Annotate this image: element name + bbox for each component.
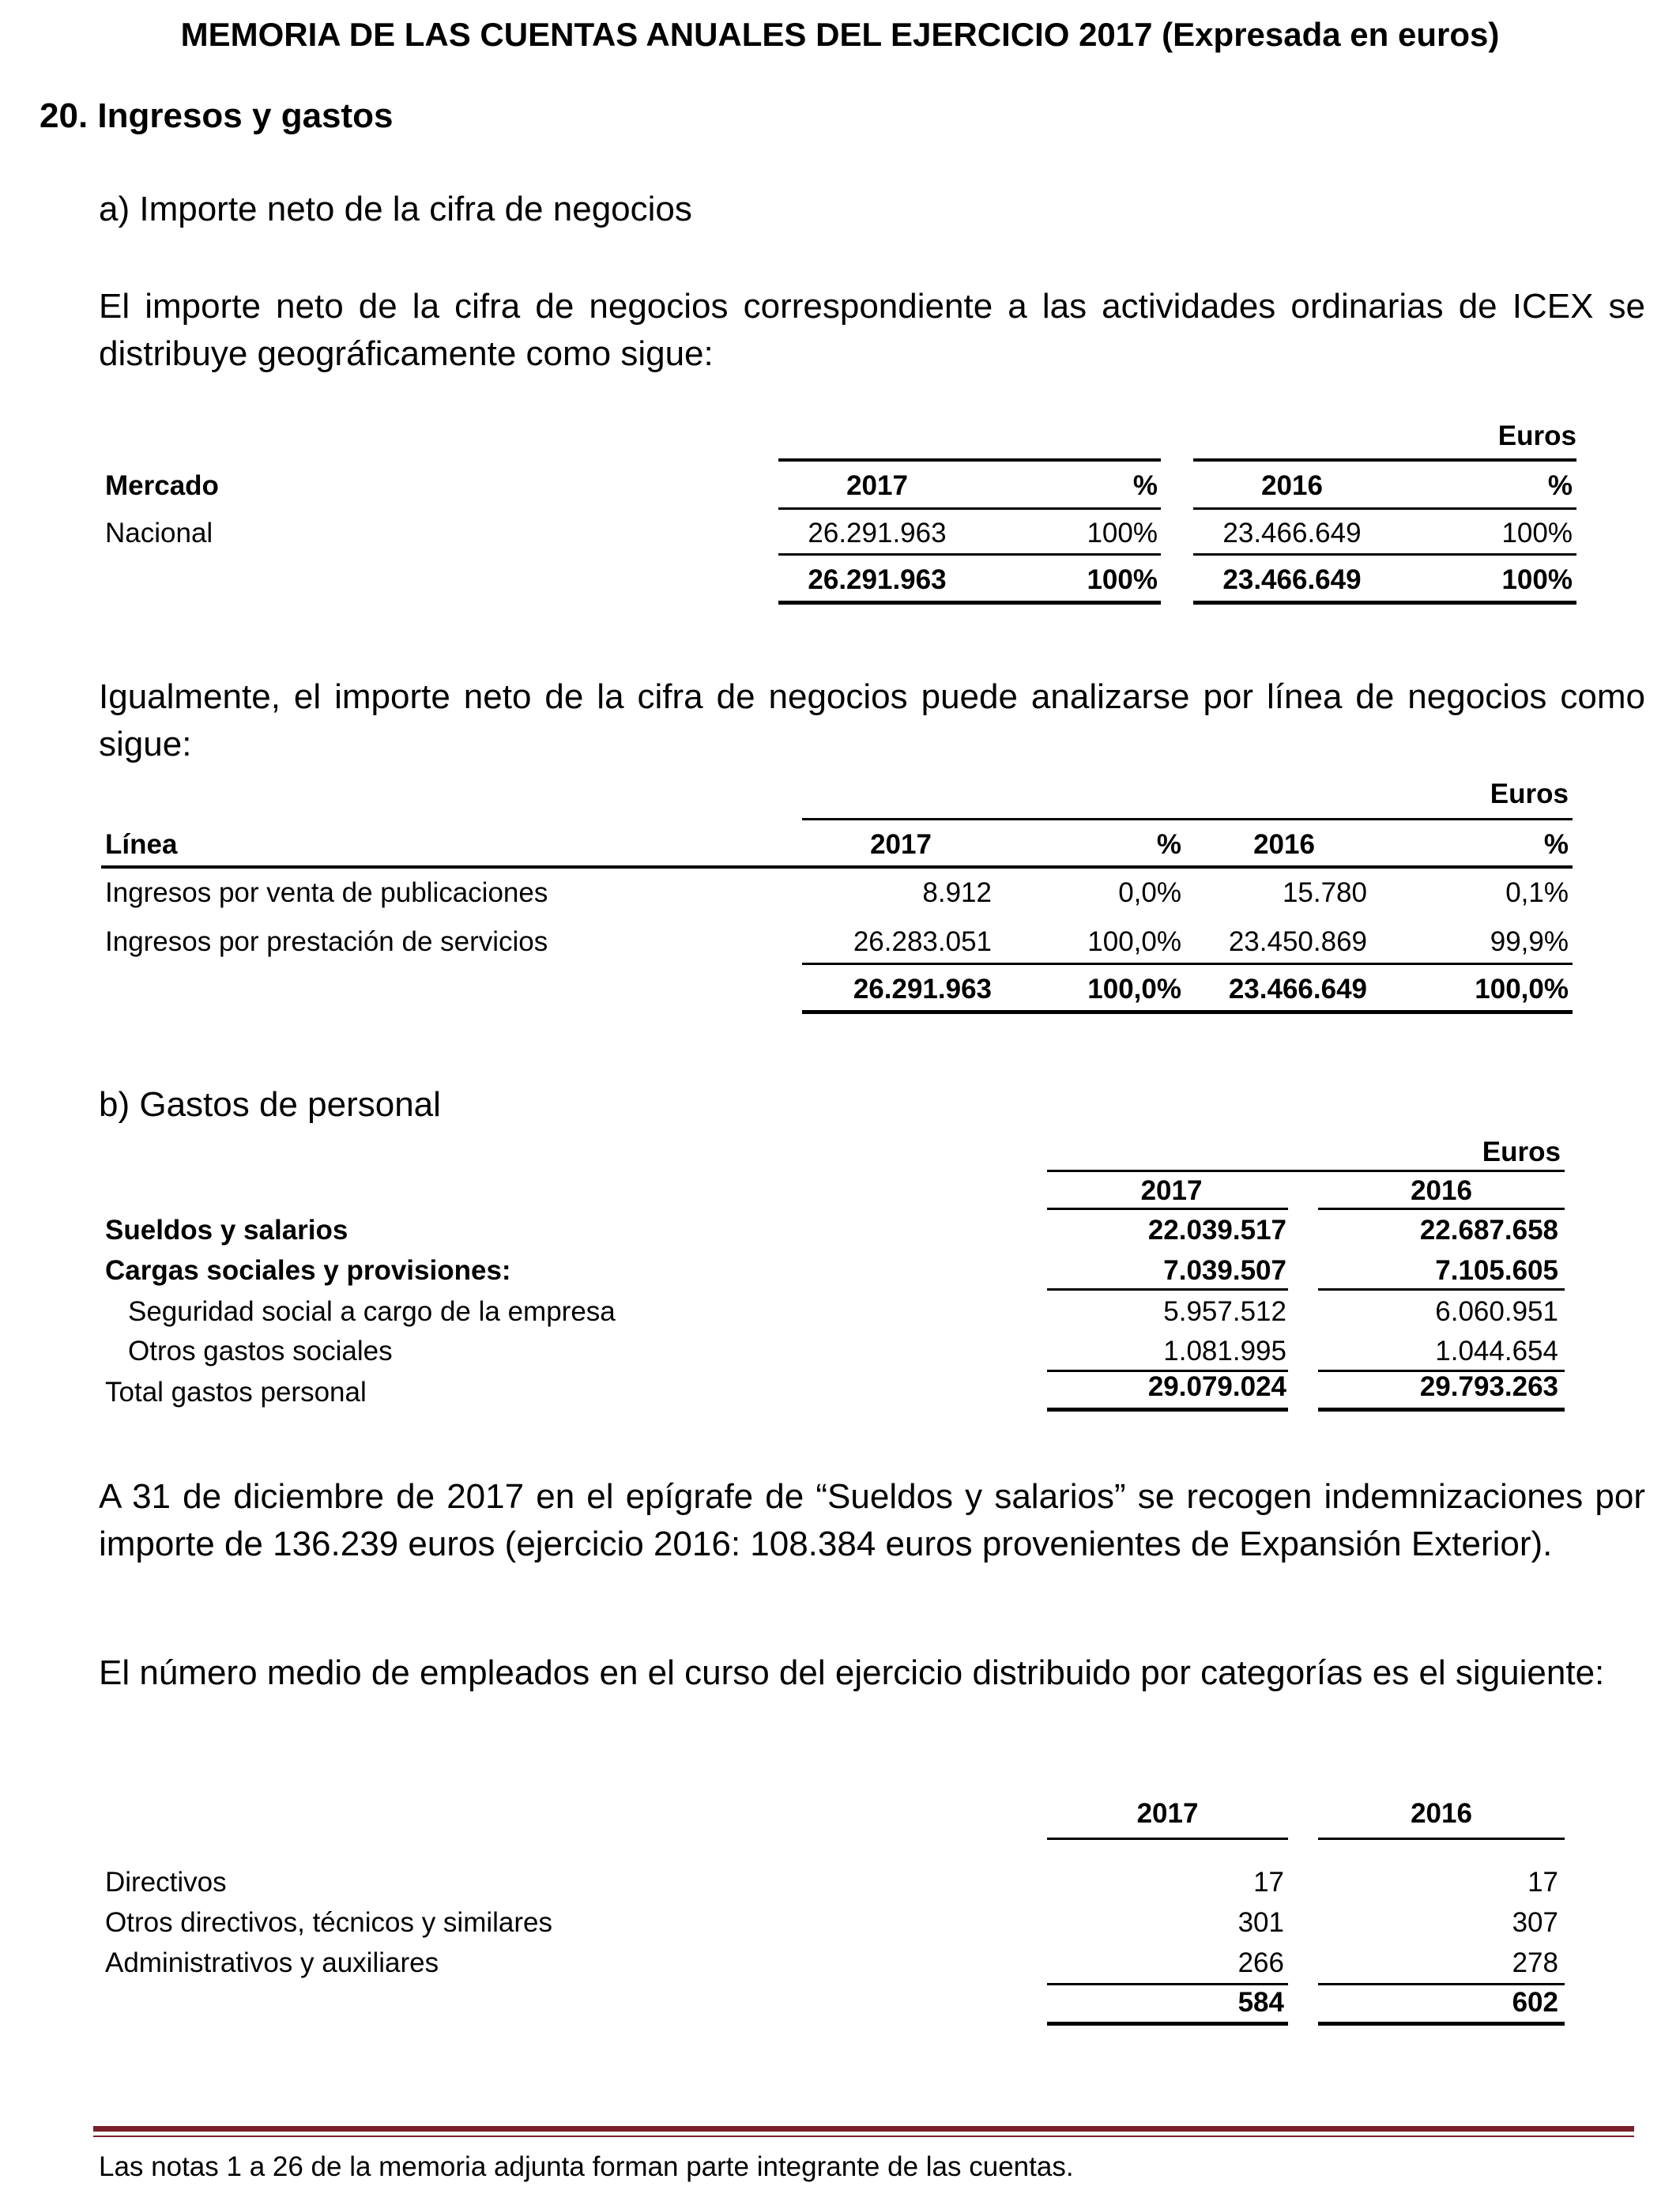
table2-header-pct-2017: % [1156,829,1181,860]
table4-header-2016: 2016 [1411,1798,1472,1829]
paragraph-employees: El número medio de empleados en el curso del ejercicio distribuido por categorías es el siguiente: [99,1653,1605,1692]
table1-unit: Euros [1497,420,1576,451]
paragraph-business-line: Igualmente, el importe neto de la cifra de negocios puede analizarse por línea de negocios como sigue: [99,677,1645,763]
footer-rule-thin [93,2136,1634,2137]
footer-note: Las notas 1 a 26 de la memoria adjunta forman parte integrante de las cuentas. [99,2151,1074,2182]
subsection-a-title: a) Importe neto de la cifra de negocios [99,190,692,228]
footer-rule [93,2126,1634,2132]
table2-unit: Euros [1490,778,1569,809]
table2-header-pct-2016: % [1543,829,1569,860]
table3-unit: Euros [1482,1137,1561,1167]
section-title: 20. Ingresos y gastos [40,96,394,135]
table3-header-2017: 2017 [1140,1175,1203,1206]
subsection-b-title: b) Gastos de personal [99,1085,441,1124]
table2-header-line: Línea [105,829,178,860]
table1-header-2016: 2016 [1261,470,1323,501]
table4-header-2017: 2017 [1136,1798,1199,1829]
table1-header-2017: 2017 [846,470,908,501]
paragraph-indemnities: A 31 de diciembre de 2017 en el epígrafe de “Sueldos y salarios” se recogen indemnizaciones por importe de 136.239 euros (ejercicio 2016: 108.384 euros provenientes de Expansión Exterior). [99,1477,1645,1563]
table1-header-pct-2017: % [1132,470,1158,501]
page-header: MEMORIA DE LAS CUENTAS ANUALES DEL EJERCICIO 2017 (Expresada en euros) [180,16,1500,53]
table1-header-market: Mercado [105,470,219,501]
table2-header-2016: 2016 [1253,829,1315,860]
paragraph-geographic: El importe neto de la cifra de negocios correspondiente a las actividades ordinarias de ICEX se distribuye geográficamente como sigue: [99,287,1645,373]
table1-header-pct-2016: % [1547,470,1573,501]
table2-header-2017: 2017 [870,829,932,860]
table3-header-2016: 2016 [1411,1175,1472,1206]
